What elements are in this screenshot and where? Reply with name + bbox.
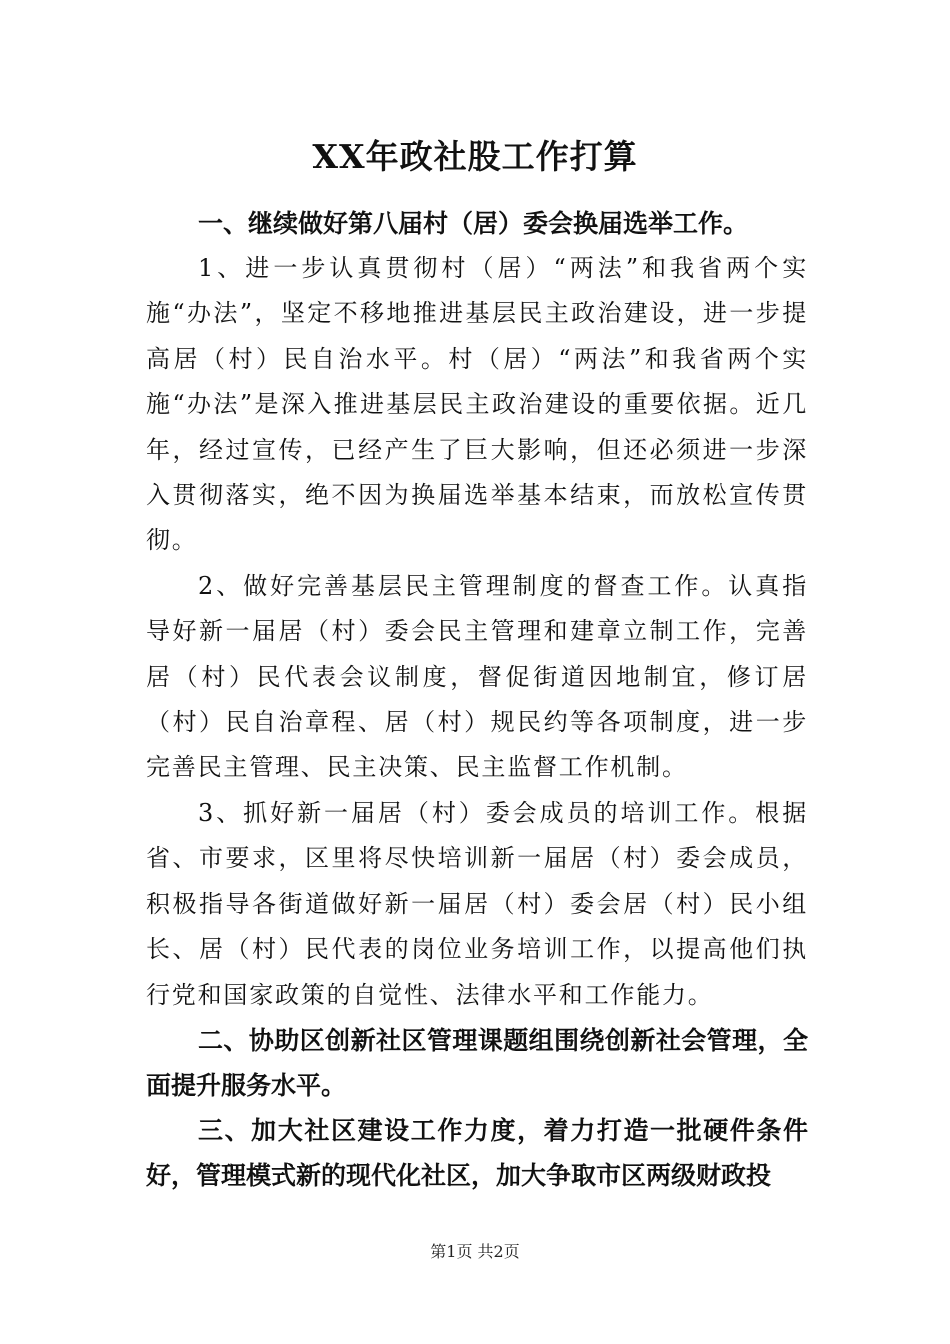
document-title: XX年政社股工作打算: [312, 137, 638, 176]
section-heading-1: 一、继续做好第八届村（居）委会换届选举工作。: [198, 209, 749, 238]
document-body: [146, 201, 808, 1198]
page-footer: 第1页 共2页: [430, 1242, 520, 1261]
body-paragraph-1: 1、进一步认真贯彻村（居）“两法”和我省两个实施“办法”，坚定不移地推进基层民主政治建设，进一步提高居（村）民自治水平。村（居）“两法”和我省两个实施“办法”是深入推进基层民主政治建设的重要依据。近几年，经过宣传，已经产生了巨大影响，但还必须进一步深入贯彻落实，绝不因为换届选举基本结束，而放松宣传贯彻。: [146, 254, 808, 555]
section-heading-2: 二、协助区创新社区管理课题组围绕创新社会管理，全面提升服务水平。: [146, 1025, 808, 1100]
body-paragraph-3: 3、抓好新一届居（村）委会成员的培训工作。根据省、市要求，区里将尽快培训新一届居（村）委会成员，积极指导各街道做好新一届居（村）委会居（村）民小组长、居（村）民代表的岗位业务培训工作，以提高他们执行党和国家政策的自觉性、法律水平和工作能力。: [146, 798, 808, 1009]
body-paragraph-2: 2、做好完善基层民主管理制度的督查工作。认真指导好新一届居（村）委会民主管理和建章立制工作，完善居（村）民代表会议制度，督促街道因地制宜，修订居（村）民自治章程、居（村）规民约等各项制度，进一步完善民主管理、民主决策、民主监督工作机制。: [146, 571, 808, 782]
section-heading-3: 三、加大社区建设工作力度，着力打造一批硬件条件好，管理模式新的现代化社区，加大争取市区两级财政投: [146, 1115, 808, 1190]
